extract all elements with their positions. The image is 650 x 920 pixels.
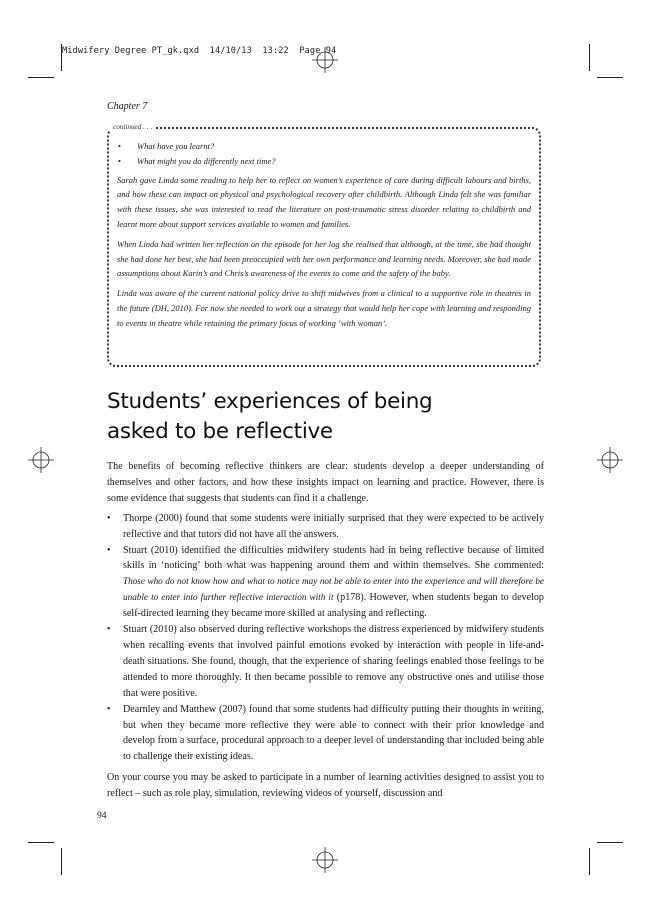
- crop-mark-bottom-right-vertical: [589, 848, 590, 875]
- registration-mark-top-icon: [312, 47, 338, 73]
- page-number: 94: [97, 811, 107, 821]
- crop-mark-bottom-left-horizontal: [28, 842, 54, 843]
- case-paragraph: When Linda had written her reflection on the episode for her log she realised that although, at the time, she had thought she had done her best, she had been preoccupied with her own performance and learning needs. Moreover, she had made assumptions about Karin’s and Chris’s awareness of the events to come and the safety of the baby.: [117, 238, 531, 279]
- crop-mark-top-left-vertical: [61, 44, 62, 71]
- bullet-text: (p178). However, when students began to develop self-directed learning they became more skilled at analysing and reflecting.: [123, 592, 544, 620]
- continued-label: continued . . .: [109, 123, 156, 131]
- closing-paragraph: On your course you may be asked to participate in a number of learning activities designed to assist you to reflect – such as role play, simulation, reviewing videos of yourself, discussion and: [107, 772, 544, 800]
- list-item: • What have you learnt?: [117, 139, 531, 154]
- chapter-label: Chapter 7: [107, 101, 148, 112]
- list-item: • Stuart (2010) also observed during reflective workshops the distress experienced by midwifery students when recalling events that involved painful emotions evoked by interaction with people in life-and-death situations. She found, though, that the experience of sharing feelings enabled those feelings to be attended to more thoroughly. It then became possible to remove any obstructive ones and utilise those that were positive.: [107, 622, 544, 702]
- crop-mark-top-right-horizontal: [597, 77, 623, 78]
- list-item: • What might you do differently next time?: [117, 154, 531, 169]
- case-paragraph: Sarah gave Linda some reading to help her to reflect on women’s experience of care during difficult labours and births, and how these can impact on physical and psychological recovery after childbirth. Although Linda felt she was familiar with these issues, she was interested to read the literature on post-traumatic stress disorder relating to childbirth and learnt more about support services available to women and families.: [117, 174, 531, 229]
- section-heading-line-1: Students’ experiences of being: [107, 389, 433, 414]
- findings-list: [107, 511, 544, 766]
- bullet-text: Stuart (2010) identified the difficulties midwifery students had in being reflective because of limited skills in ‘noticing’ both what was happening around them and within themselves. She commented:: [123, 544, 544, 572]
- body-text: [107, 459, 544, 806]
- section-heading-line-2: asked to be reflective: [107, 418, 333, 444]
- list-item: [107, 543, 544, 623]
- printer-slug: Midwifery Degree PT_gk.qxd 14/10/13 13:22 Page 94: [62, 46, 337, 56]
- crop-mark-bottom-right-horizontal: [597, 842, 623, 843]
- list-item: • Thorpe (2000) found that some students were initially surprised that they were expected to be actively reflective and that tutors did not have all the answers.: [107, 511, 544, 543]
- case-study-content: [117, 139, 531, 336]
- registration-mark-left-icon: [28, 447, 54, 473]
- crop-mark-bottom-left-vertical: [61, 848, 62, 875]
- crop-mark-top-left-horizontal: [28, 77, 54, 78]
- section-heading: [107, 387, 547, 446]
- intro-paragraph: The benefits of becoming reflective thinkers are clear: students develop a deeper understanding of themselves and other factors, and how these insights impact on learning and practice. However, there is some evidence that suggests that students can find it a challenge.: [107, 461, 544, 504]
- reflection-questions: [117, 139, 531, 169]
- quotation: Those who do not know how and what to notice may not be able to enter into the experience and will therefore be unable to enter into further reflective interaction with it: [123, 576, 544, 603]
- case-paragraph: Linda was aware of the current national policy drive to shift midwives from a clinical to a supportive role in theatres in the future (DH, 2010). For now she needed to work out a strategy that would help her cope with learning and responding to events in theatre while retaining the primary focus of working ‘with woman’.: [117, 288, 531, 328]
- list-item: • Dearnley and Matthew (2007) found that some students had difficulty putting their thoughts in writing, but when they became more reflective they were able to connect with their prior knowledge and develop from a surface, procedural approach to a deeper level of understanding that included being able to challenge their existing ideas.: [107, 702, 544, 766]
- registration-mark-bottom-icon: [312, 847, 338, 873]
- registration-mark-right-icon: [597, 447, 623, 473]
- crop-mark-top-right-vertical: [589, 44, 590, 71]
